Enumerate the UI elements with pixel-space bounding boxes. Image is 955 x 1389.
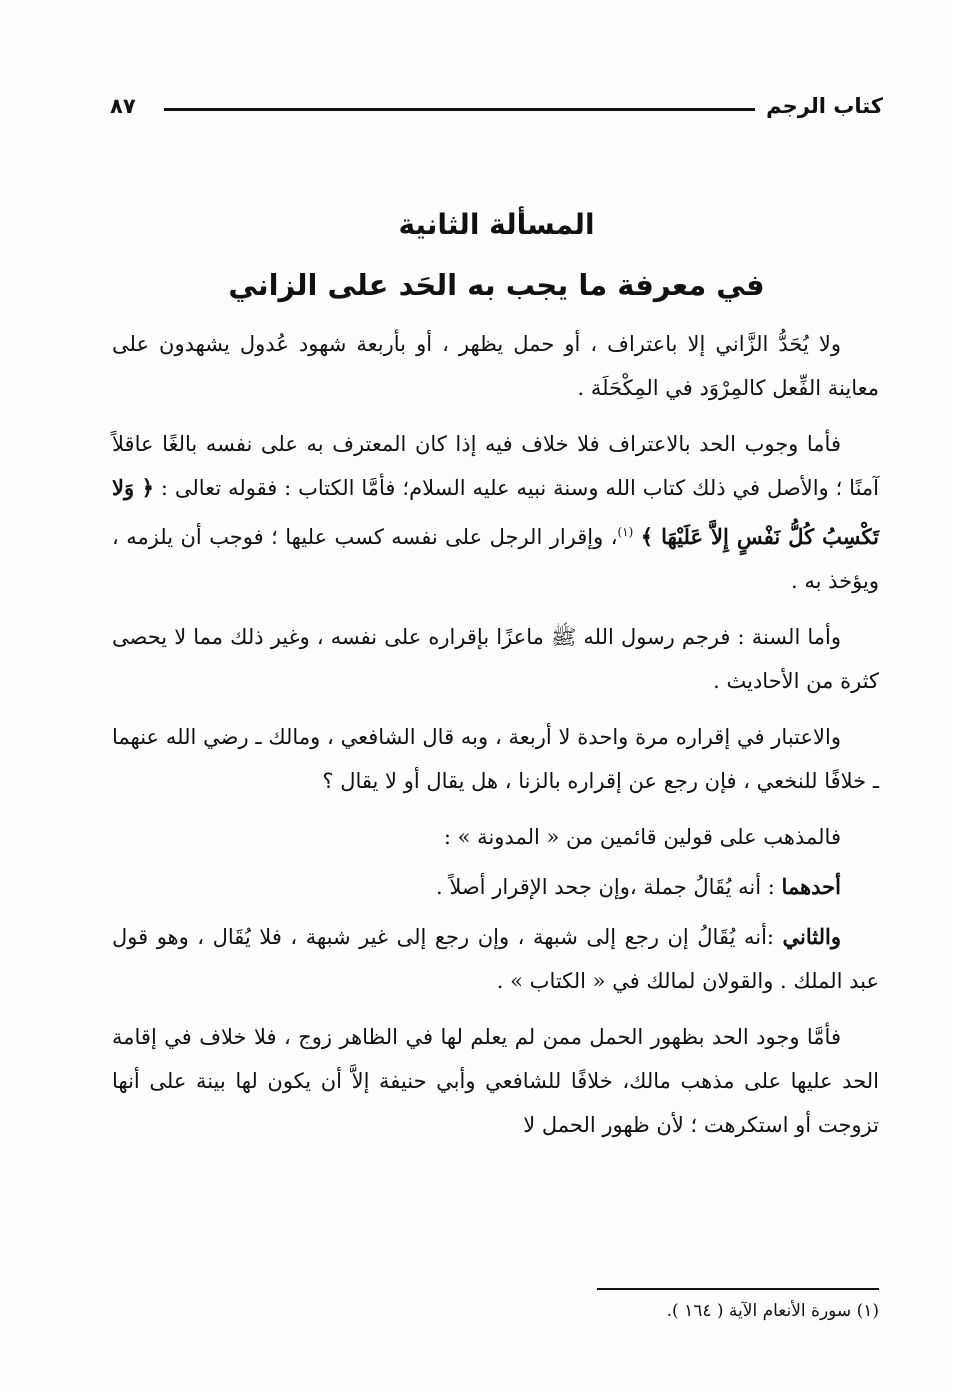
paragraph (112, 322, 879, 410)
paragraph (112, 422, 879, 603)
paragraph (112, 1015, 879, 1147)
paragraph-text: فالمذهب على قولين قائمين من « المدونة » : (443, 825, 841, 849)
footnote: (١) سورة الأنعام الآية ( ١٦٤ ). (666, 1301, 879, 1321)
page-header (110, 88, 883, 128)
footnote-ref: (١) (617, 525, 634, 539)
section-title: المسألة الثانية (398, 208, 595, 241)
header-rule (164, 108, 755, 111)
section-subtitle: في معرفة ما يجب به الحَد على الزاني (228, 268, 765, 302)
body-text (112, 322, 879, 1159)
paragraph-text: فأمَّا وجود الحد بظهور الحمل ممن لم يعلم لها في الظاهر زوج ، فلا خلاف في إقامة الحد عليها على مذهب مالك، خلافًا للشافعي وأبي حنيفة إلاَّ أن يكون لها بينة على أنها تزوجت أو استكرهت ؛ لأن ظهور الحمل لا (112, 1025, 879, 1137)
paragraph-text: فأما وجوب الحد بالاعتراف فلا خلاف فيه إذا كان المعترف به على نفسه بالغًا عاقلاً آمنًا ؛ والأصل في ذلك كتاب الله وسنة نبيه عليه السلام؛ فأمَّا الكتاب : فقوله تعالى : (112, 432, 880, 500)
paragraph-text: ولا يُحَدُّ الزَّاني إلا باعتراف ، أو حمل يظهر ، أو بأربعة شهود عُدول يشهدون على معاينة الفِّعل كالمِرْوَد في المِكْحَلَة . (112, 332, 879, 400)
paragraph (112, 615, 879, 703)
paragraph (112, 915, 879, 1003)
paragraph (112, 815, 879, 859)
running-title: كتاب الرجم (766, 94, 883, 118)
paragraph-text: وأما السنة : فرجم رسول الله ﷺ ماعزًا بإقراره على نفسه ، وغير ذلك مما لا يحصى كثرة من الأحاديث . (112, 625, 879, 693)
quran-quote: ﴿ وَلا تَكْسِبُ كُلُّ نَفْسٍ إِلاَّ عَلَيْهَا ﴾ (112, 475, 879, 549)
paragraph (112, 865, 879, 909)
paragraph-text: : أنه يُقَالُ جملة ،وإن جحد الإقرار أصلاً . (435, 875, 782, 899)
opinion-label: والثاني (782, 924, 841, 949)
opinion-label: أحدهما (781, 874, 841, 899)
paragraph (112, 715, 879, 803)
page-number: ٨٧ (110, 94, 136, 118)
paragraph-text: والاعتبار في إقراره مرة واحدة لا أربعة ، وبه قال الشافعي ، ومالك ـ رضي الله عنهما ـ خلافًا للنخعي ، فإن رجع عن إقراره بالزنا ، هل يقال أو لا يقال ؟ (112, 725, 879, 793)
paragraph-text: :أنه يُقَالُ إن رجع إلى شبهة ، وإن رجع إلى غير شبهة ، فلا يُقَال ، وهو قول عبد الملك . والقولان لمالك في « الكتاب » . (112, 925, 879, 993)
paragraph-text: ، وإقرار الرجل على نفسه كسب عليها ؛ فوجب أن يلزمه ، ويؤخذ به . (112, 525, 879, 593)
footnote-rule (597, 1288, 879, 1290)
